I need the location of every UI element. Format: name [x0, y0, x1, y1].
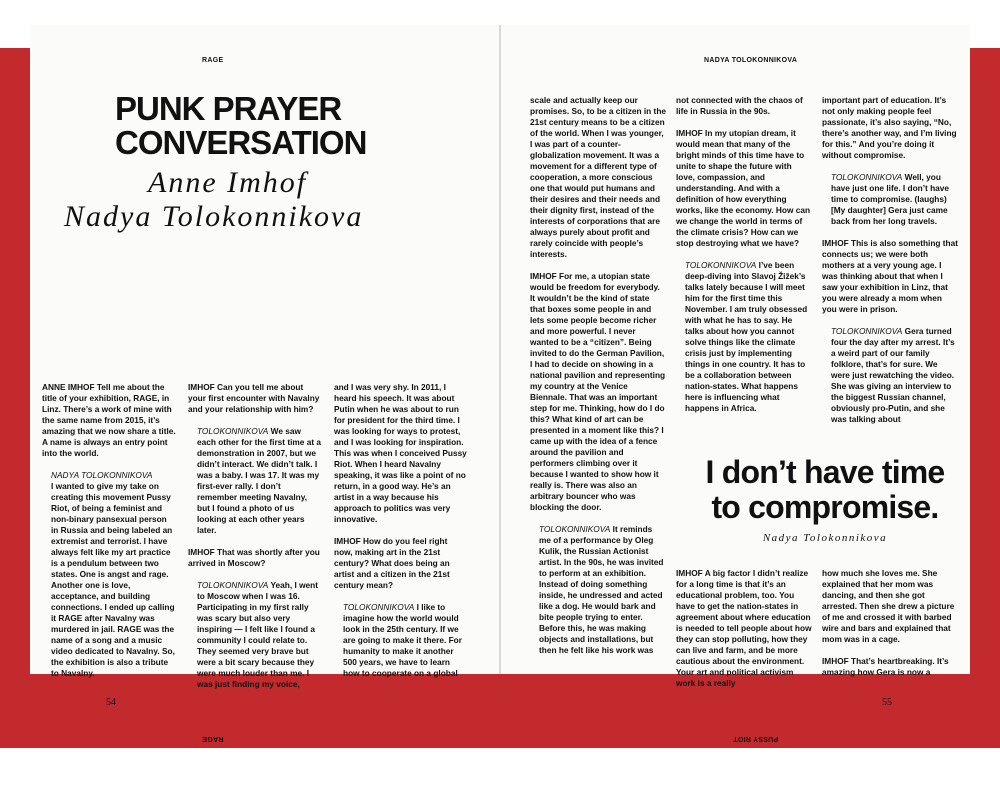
paragraph — [822, 326, 958, 425]
paragraph-text: A big factor I didn’t realize for a long time is that it’s an educational problem, too. You have to get the nation-states in agreement about where education is needed to tell people about how they can stop polluting, how they can live and farm, and be more cautious about the environment. Your art and political activism work is a really — [676, 568, 812, 688]
paragraph — [822, 238, 958, 315]
running-head-left: RAGE — [202, 57, 224, 64]
text-column-1 — [42, 382, 176, 690]
paragraph — [676, 568, 812, 689]
paragraph-text: That’s heartbreaking. It’s amazing how Gera is now a — [822, 656, 949, 677]
text-column-7 — [676, 568, 812, 700]
pull-quote — [690, 455, 960, 525]
paragraph-text: For me, a utopian state would be freedom for everybody. It wouldn’t be the kind of state that boxes some people in and lets some people become richer and more powerful. I never wanted to be a “citizen”. Being invited to do the German Pavilion, I had to decide on showing in a national pavilion and representing my country at the Venice Biennale. That was an important step for me. Thinking, how do I do this? What kind of art can be presented in a moment like this? I came up with the idea of a fence around the pavilion and performers climbing over it because I wanted to show how it really is. There was also an arbitrary bouncer who was blocking the door. — [530, 271, 666, 512]
paragraph-text: and I was very shy. In 2011, I heard his speech. It was about Putin when he was about to run for president for the third time. I was looking for ways to protest, and I was looking for inspiration. This was when I conceived Pussy Riot. When I heard Navalny speaking, it was like a point of no return, in a good way. He’s an artist in a way because his approach to politics was very innovative. — [334, 382, 467, 524]
paragraph-text: We saw each other for the first time at a demonstration in 2007, but we didn’t interact. We didn’t talk. I was a baby. I was 17. It was my first-ever rally. I don’t remember meeting Navalny, but I found a photo of us looking at each other years later. — [197, 426, 322, 535]
author-name-1: Anne Imhof — [148, 166, 308, 199]
pull-quote-attribution: Nadya Tolokonnikova — [762, 532, 888, 544]
paragraph-text: Can you tell me about your first encounter with Navalny and your relationship with him? — [188, 382, 320, 414]
paragraph — [334, 382, 468, 525]
paragraph — [822, 568, 958, 645]
paragraph-text: not connected with the chaos of life in Russia in the 90s. — [676, 95, 803, 116]
paragraph-text: I like to imagine how the world would look in the 25th century. If we are going to make it there. For humanity to make it another 500 years, we have to learn how to cooperate on a global — [343, 602, 462, 678]
speaker-label: TOLOKONNIKOVA — [539, 524, 611, 534]
speaker-label: IMHOF — [334, 536, 361, 546]
text-column-5 — [676, 95, 812, 425]
paragraph-text: I’ve been deep-diving into Slavoj Žižek’s talks lately because I will meet him for the first time this November. I am truly obsessed with what he has to say. He talks about how you cannot solve things like the climate crisis just by implementing things in one country. It has to be a collaboration between nation-states. What happens here is influencing what happens in Africa. — [685, 260, 808, 413]
paragraph-text: important part of education. It’s not only making people feel passionate, it’s also saying, “No, there’s another way, and I’m living for this.” And you’re doing it without compromise. — [822, 95, 957, 160]
running-head-left-bottom: RAGE — [202, 735, 224, 742]
paragraph — [676, 128, 812, 249]
paragraph — [530, 524, 666, 656]
paragraph-text: I wanted to give my take on creating this movement Pussy Riot, of being a feminist and non-binary pansexual person in Russia and being labeled an extremist and terrorist. I have always felt like my art practice is a pendulum between two states. One is angst and rage. Another one is love, acceptance, and building connections. I ended up calling it RAGE after Navalny was murdered in jail. RAGE was the name of a song and a music video dedicated to Navalny. So, the exhibition is also a tribute to Navalny. — [51, 481, 175, 678]
speaker-label: TOLOKONNIKOVA — [197, 426, 269, 436]
paragraph — [822, 172, 958, 227]
paragraph — [42, 382, 176, 459]
speaker-label: IMHOF — [822, 238, 849, 248]
speaker-label: IMHOF — [676, 128, 703, 138]
speaker-label: TOLOKONNIKOVA — [197, 580, 269, 590]
title-line-2: CONVERSATION — [115, 124, 367, 161]
pull-quote-line-1: I don’t have time — [705, 454, 945, 490]
author-names — [64, 166, 364, 234]
text-column-4 — [530, 95, 666, 667]
article-title — [115, 92, 366, 160]
speaker-label: IMHOF — [530, 271, 557, 281]
paragraph-text: In my utopian dream, it would mean that many of the bright minds of this time have to unite to shape the future with love, compassion, and understanding. And with a definition of how everything works, like the economy. How can we change the world in terms of the climate crisis? How can we stop destroying what we have? — [676, 128, 811, 248]
paragraph-text: how much she loves me. She explained that her mom was dancing, and then she got arrested. Then she drew a picture of me and crossed it with barbed wire and bars and explained that mom was in a cage. — [822, 568, 955, 644]
speaker-label: IMHOF — [188, 547, 215, 557]
paragraph — [822, 656, 958, 678]
page-number-right: 55 — [882, 697, 892, 708]
author-name-2: Nadya Tolokonnikova — [64, 200, 364, 233]
speaker-label: IMHOF — [822, 656, 849, 666]
speaker-label: TOLOKONNIKOVA — [831, 172, 903, 182]
speaker-label: ANNE IMHOF — [42, 382, 95, 392]
speaker-label: TOLOKONNIKOVA — [685, 260, 757, 270]
running-head-right: NADYA TOLOKONNIKOVA — [704, 57, 798, 64]
speaker-label: TOLOKONNIKOVA — [343, 602, 415, 612]
paragraph-text: scale and actually keep our promises. So, to be a citizen in the 21st century means to be a citizen of the world. When I was younger, I was part of a counter-globalization movement. It was a movement for a different type of cooperation, a more conscious one that would put humans and their desires and their needs and their dignity first, instead of the interests of corporations that are always purely about profit and rarely coincide with people’s interests. — [530, 95, 667, 259]
paragraph-text: This is also something that connects us; we were both mothers at a very young age. I was thinking about that when I saw your exhibition in Linz, that you were already a mom when you were in prison. — [822, 238, 958, 314]
paragraph-text: Gera turned four the day after my arrest. It’s a weird part of our family folklore, that’s for sure. We were just rewatching the video. She was giving an interview to the biggest Russian channel, obviously pro-Putin, and she was talking about — [831, 326, 955, 424]
paragraph — [530, 271, 666, 513]
paragraph — [676, 95, 812, 117]
paragraph — [188, 426, 322, 536]
paragraph — [676, 260, 812, 414]
paragraph-text: That was shortly after you arrived in Moscow? — [188, 547, 320, 568]
paragraph — [42, 470, 176, 679]
running-head-right-bottom: PUSSY RIOT — [733, 735, 779, 742]
pull-quote-line-2: to compromise. — [711, 489, 939, 525]
paragraph-text: Well, you have just one life. I don’t have time to compromise. (laughs) [My daughter] Gera just came back from her long travels. — [831, 172, 950, 226]
paragraph — [334, 602, 468, 679]
gutter — [499, 25, 501, 674]
paragraph — [188, 382, 322, 415]
paragraph — [822, 95, 958, 161]
text-column-3 — [334, 382, 468, 690]
speaker-label: NADYA TOLOKONNIKOVA — [51, 470, 153, 480]
paragraph — [530, 95, 666, 260]
paragraph — [188, 547, 322, 569]
speaker-label: IMHOF — [188, 382, 215, 392]
paragraph-text: How do you feel right now, making art in the 21st century? What does being an artist and a citizen in the 21st century mean? — [334, 536, 450, 590]
paragraph-text: Yeah, I went to Moscow when I was 16. Participating in my first rally was scary but also very inspiring — I felt like I found a community I could relate to. They seemed very brave but were a bit scary because they were much louder than me. I was just finding my voice, — [197, 580, 318, 689]
speaker-label: TOLOKONNIKOVA — [831, 326, 903, 336]
page-number-left: 54 — [106, 697, 116, 708]
text-column-2 — [188, 382, 322, 701]
speaker-label: IMHOF — [676, 568, 703, 578]
paragraph-text: It reminds me of a performance by Oleg Kulik, the Russian Actionist artist. In the 90s, he was invited to perform at an exhibition. Instead of doing something inside, he undressed and acted like a dog. He would bark and bite people trying to enter. Before this, he was making objects and installations, but then he felt like his work was — [539, 524, 664, 655]
paragraph — [188, 580, 322, 690]
title-line-1: PUNK PRAYER — [115, 90, 342, 127]
paragraph — [334, 536, 468, 591]
paragraph-text: Tell me about the title of your exhibition, RAGE, in Linz. There’s a work of mine with the same name from 2015, it’s amazing that we now share a title. A name is always an entry point into the world. — [42, 382, 176, 458]
text-column-6 — [822, 95, 958, 436]
text-column-8 — [822, 568, 958, 689]
